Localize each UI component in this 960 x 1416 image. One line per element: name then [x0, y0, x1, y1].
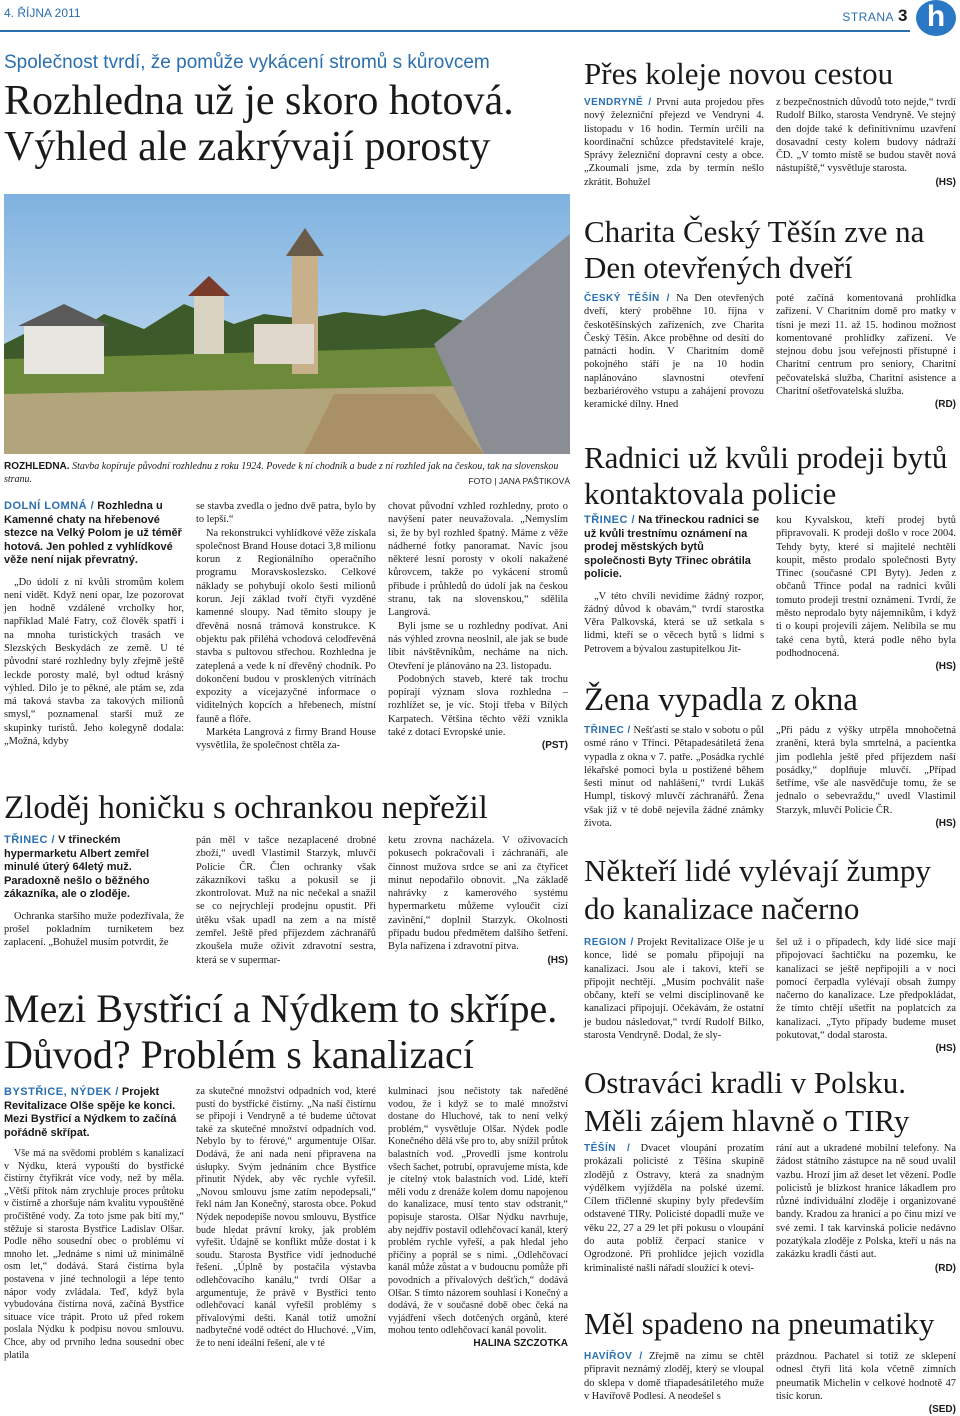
- author-signature: HALINA SZCZOTKA: [473, 1337, 568, 1349]
- article-lead: [4, 834, 184, 902]
- body-text: „V této chvíli nevidíme žádný rozpor, žádný důvod k obavám,“ tvrdí starostka Věra Palkovská, která se už setkala s lidmi, kteří se o věcech bytů s lidmi s Petrovem a bývalou zastupitelkou Jit-: [584, 590, 764, 655]
- lead-place: TŘINEC /: [4, 834, 56, 846]
- body-text: [584, 936, 764, 1042]
- body-text: se stavba zvedla o jedno dvě patra, bylo by to lepší.“: [196, 501, 376, 526]
- zena-col-1: [584, 724, 764, 830]
- kanalizace-col-2: [196, 1086, 376, 1350]
- lead-text: V třineckém hypermarketu Albert zemřel minulé úterý 64letý muž. Paradoxně nešlo o běžného zákazníka, ale o zloděje.: [4, 834, 150, 900]
- article-lead: [584, 514, 764, 582]
- author-signature: (PST): [541, 740, 568, 752]
- article-headline: Rozhledna už je skoro hotová. Výhled ale zakrývají porosty: [4, 78, 514, 170]
- body-text: Ochranka staršího muže podezřívala, že prošel pokladním turniketem bez zaplacení. „Bohužel musím potvrdit, že: [4, 910, 184, 949]
- landscape-image: [4, 194, 570, 454]
- kanalizace-headline-2: Důvod? Problém s kanalizací: [4, 1032, 474, 1077]
- zlodej-col-1: [4, 834, 184, 949]
- radnice-headline: Radnici už kvůli prodeji bytů kontaktovala policie: [584, 440, 948, 511]
- page-header: [0, 0, 960, 36]
- zumpy-col-2: [776, 936, 956, 1056]
- body-text: [584, 724, 764, 830]
- body-text: chovat původní vzhled rozhledny, proto o navýšení pater neuvažovala. „Nemyslím si, že by byl rozhled špatný. Máme z věže nádherné fotky panoramat. Navíc jsou některé lesní porosty v okolí nakažené kůrovcem, takže po vykácení stromů přibude i průhledů do údolí jak na českou stranu, tak na slovenskou,“ sdělila Langrová.: [388, 501, 568, 619]
- ostravaci-headline: Ostraváci kradli v Polsku. Měli zájem hlavně o TIRy: [584, 1065, 910, 1138]
- ostravaci-col-2: [776, 1142, 956, 1275]
- photo-caption: [4, 460, 570, 488]
- article-kanalizace: [4, 986, 572, 1078]
- radnice-col-2: [776, 514, 956, 674]
- rozhledna-col-1: [4, 500, 184, 748]
- article-kicker: Společnost tvrdí, že pomůže vykácení stromů s kůrovcem: [4, 52, 490, 73]
- author-signature: (RD): [934, 399, 956, 411]
- zumpy-headline: Někteří lidé vylévají žumpy do kanalizace načerno: [584, 853, 931, 926]
- caption-text: Stavba kopíruje původní rozhlednu z roku 1924. Povede k ní chodník a bude z ní rozhled jak na českou, tak na slovenskou stranu.: [4, 461, 559, 485]
- lead-place: ČESKÝ TĚŠÍN /: [584, 293, 670, 304]
- body-text: pán měl v tašce nezaplacené drobné zboží,“ uvedl Vlastimil Starzyk, mluvčí Policie ČR. Člen ochranky však zákazníkovi tašku a pokusil se ji zkontrolovat. Muž na nic nečekal a snažil se co nejrychleji prodejnu opustit. Při útěku však upadl na zem a na místě zemřel. Ještě před příjezdem záchranářů zkoušela muže oživit zdravotní sestra, která se v supermar-: [196, 835, 376, 966]
- lead-place: BYSTŘICE, NÝDEK /: [4, 1086, 119, 1098]
- body-text: Vše má na svědomí problém s kanalizací v Nýdku, která vypouští do bystřické čistírny čtyřikrát více vody, než by měla. „Větší přítok nám zrychluje proces průtoku v čistírně a zhoršuje nám kvalitu vypouštěné pročištěné vody. Za toto jsme pak bití my,“ stěžuje si starosta Bystřice Ladislav Olšar. Podle něho sousední obec o problému ví mnoho let. „Jednáme s nimi už minimálně osm let,“ dodává. Stará čistírna byla postavena v jiné technologii a lépe tento nápor vody zvládala. Teď, když byla vybudována čistírna nová, začíná Bystřice situace více trápit. Proto už před rokem poslala Nýdku k podpisu novou smlouvu. Chce, aby od prvního ledna sousední obec platila: [4, 1148, 184, 1361]
- lead-place: REGION /: [584, 937, 634, 948]
- author-signature: (RD): [934, 1262, 956, 1274]
- kanalizace-headline-1: Mezi Bystřicí a Nýdkem to skřípe.: [4, 986, 558, 1031]
- author-signature: (HS): [935, 818, 956, 830]
- lead-text: První auta projedou přes nový železniční přejezd ve Vendryni 4. listopadu v 16 hodin. Termín určili na koordinační schůzce představitelé kraje, Správy železniční dopravní cesty a obce. „Zkoumali jsme, zda by termín nešlo zkrátit. Bohužel: [584, 97, 764, 188]
- body-text: poté začíná komentovaná prohlídka zařízení. V Charitním domě pro matky v tísni je mezi 11. až 15. hodinou možnost komentované prohlídky zařízení. Ve stejnou dobu jsou veřejnosti přístupné i Charitní centrum pro seniory, Charitní pečovatelská služba, Charitní asistence a Charitní ošetřovatelská služba.: [776, 293, 956, 398]
- zena-headline: Žena vypadla z okna: [584, 682, 858, 718]
- zlodej-col-2: [196, 834, 376, 967]
- article-rozhledna: [4, 52, 572, 170]
- charita-col-2: [776, 292, 956, 412]
- body-text: kou Kyvalskou, kteří prodej bytů připravovali. K prodeji došlo v roce 2004. Tehdy byty, které si majitelé nechtěli koupit, město prodalo společnosti Byty Třinec (současné CPI Byty). Jeden z občanů Třince podal na radnici kvůli tomuto prodeji trestní oznámení. Tvrdí, že město neprodalo byty nájemníkům, i když ti o koupi projevili zájem. Nelíbila se mu také cena bytů, která podle něho byla podhodnocená.: [776, 515, 956, 659]
- article-lead: [4, 500, 184, 568]
- zlodej-col-3: [388, 834, 568, 967]
- lead-text: Projekt Revitalizace Olše spěje ke konci. Mezi Bystřicí a Nýdkem to začíná pořádně skřípat.: [4, 1086, 177, 1139]
- author-signature: (HS): [935, 661, 956, 673]
- lead-text: Na třineckou radnici se už kvůli trestnímu oznámení na prodej městských bytů společnosti Byty Třinec obrátila policie.: [584, 514, 760, 580]
- body-text: Byli jsme se u rozhledny podívat. Ani nás výhled zrovna neoslnil, ale jak se bude líbit návštěvníkům, necháme na nich. Otevření je plánováno na 23. listopadu.: [388, 620, 568, 672]
- lead-place: TŘINEC /: [584, 725, 631, 736]
- page-number: 3: [898, 6, 908, 25]
- lead-text: Nešťastí se stalo v sobotu o půl osmé ráno v Třinci. Pětapadesátiletá žena vypadla z okna v 7. patře. „Posádka rychlé lékařské pomoci byla u postižené během šesti minut od nahlášení,“ tvrdí Lukáš Humpl, tiskový mluvčí záchranářů. Žena však již v té době nejevila žádné známky života.: [584, 725, 764, 830]
- kanalizace-col-1: [4, 1086, 184, 1362]
- body-text: z bezpečnostních důvodů toto nejde,“ tvrdí Rudolf Bilko, starosta Vendryně. Ve stejný den dojde také k definitivnímu uzavření dosavadní cesty kolem budovy nádraží ČD. „V tomto místě se budou stavět nová nástupiště,“ vysvětluje starosta.: [776, 97, 956, 175]
- publication-logo: h: [916, 0, 956, 36]
- lead-text: Dvacet vloupání prozatím prokázali policisté z Těšína skupině zlodějů z Ostravy, která za snadným výdělkem vyjížděla na polské území. Cílem třičlenné skupiny byly především odstavené TIRy. Policisté dopadli muže ve věku 22, 27 a 29 let při pokusu o vloupání do auta poblíž čerpací stanice v Ogrodzoné. Při prohlídce jejich vozidla kriminalisté našli nářadí sloužící k otevi-: [584, 1143, 764, 1274]
- caption-label: ROZHLEDNA.: [4, 461, 70, 472]
- body-text: Markéta Langrová z firmy Brand House vysvětlila, že společnost chtěla za-: [196, 727, 376, 752]
- body-text: rání aut a ukradené mobilní telefony. Na žádost státního zástupce na ně soud uvalil vazbu. Hrozí jim až deset let vězení. Podle policistů je blízkost hranice lákadlem pro různé individuální zloděje i organizované bandy. Kradou za hranicí a po činu mizí ve své zemi. I tak karvinská policie nedávno pozatýkala zloděje z Polska, kteří u nás na zakázku kradli části aut.: [776, 1143, 956, 1261]
- pneumatiky-headline: Měl spadeno na pneumatiky: [584, 1306, 935, 1341]
- body-text: šel už i o případech, kdy lidé sice mají připojovací šachtičku na pozemku, ke kanalizaci se ještě nepřipojili a v noci pomocí čerpadla vylévají obsah žumpy načerno do kanalizace. Lze předpokládat, že tímto chtějí ušetřit na poplatcích za kanalizaci. „Tyto případy budeme muset pokutovat,“ dodal starosta.: [776, 937, 956, 1042]
- body-text: [584, 96, 764, 189]
- body-text: [584, 1142, 764, 1275]
- lead-text: Zřejmě na zimu se chtěl připravit neznámý zloděj, který se vloupal do sklepa v domě třiapadesátiletého muže v Havířově Podlesí. A neodešel s: [584, 1351, 764, 1402]
- prejezd-col-1: [584, 96, 764, 189]
- body-text: „Do údolí z ní kvůli stromům kolem není vidět. Když není opar, lze pozorovat jen hodně vzdálené vrcholky hor, například Malé Fatry, což člověk spatří i na mnoha turistických trasách ve Slezských Beskydách ze země. U té původní staré rozhledny byly zřejmě ještě leckde porosty malé, byl odtud krásný výhled. Dilo je to pěkné, ale ptám se, zda má taková stavba za takových milionů smysl,“ poznamenal starší muž ze skupinky turistů. Jeho kolegyně dodala: „Možná, kdyby: [4, 576, 184, 748]
- ostravaci-col-1: [584, 1142, 764, 1275]
- body-text: [584, 292, 764, 412]
- body-text: ketu zrovna nacházela. V oživovacích pokusech pokračovali i záchranáři, ale činnost mužova srdce se ani za čtyřicet minut nepodařilo obnovit. „Na základě nahrávky z kamerového systému hypermarketu můžeme vyloučit cizí zavinění,“ doplnil Starzyk. Okolnosti případu budou předmětem dalšího šetření. Byla nařízena i zdravotní pitva.: [388, 835, 568, 953]
- author-signature: (SED): [928, 1404, 956, 1416]
- lead-text: Na Den otevřených dveří, který proběhne 10. října v českotěšínských zařízeních, zve Charita Český Těšín. Akce proběhne od desíti do patnácti hodin. V Charitním domě pokojného stáří je na 10 hodin naplánováno slavnostní otevření bezbariérového vstupu a zahájení provozu keramické dílny. Hned: [584, 293, 764, 411]
- body-text: [584, 1350, 764, 1403]
- zlodej-headline: Zloděj honičku s ochrankou nepřežil: [4, 790, 488, 826]
- prejezd-col-2: [776, 96, 956, 189]
- charita-headline: Charita Český Těšín zve na Den otevřených dveří: [584, 214, 925, 285]
- issue-date: 4. ŘÍJNA 2011: [4, 6, 81, 20]
- lead-text: Projekt Revitalizace Olše je u konce, lidé se pomalu připojují na kanalizaci. Jsou ale i takoví, kteří se připojit nechtějí. „Musím pochválit naše občany, kteří se velmi disciplinovaně ke kanalizaci připojují. Očekávám, že ostatní je budou následovat,“ tvrdí Rudolf Bilko, starosta Vendryně. Dodal, že sly-: [584, 937, 764, 1042]
- body-text: prázdnou. Pachatel si totiž ze sklepení odnesl čtyři litá kola včetně zimních pneumatik Michelin v celkové hodnotě 47 tisíc korun.: [776, 1351, 956, 1402]
- rozhledna-col-3: [388, 500, 568, 753]
- author-signature: (HS): [935, 176, 956, 188]
- zumpy-col-1: [584, 936, 764, 1042]
- kanalizace-col-3: [388, 1086, 568, 1350]
- article-lead: [4, 1086, 184, 1140]
- lead-text: Rozhledna u Kamenné chaty na hřebenové stezce na Velký Polom je už téměř hotová. Jen pohled z vyhlídkové věže není nijak převratný.: [4, 500, 182, 566]
- pneumatiky-col-2: [776, 1350, 956, 1416]
- radnice-col-1: [584, 514, 764, 656]
- rozhledna-col-2: [196, 500, 376, 753]
- lead-place: HAVÍŘOV /: [584, 1351, 643, 1362]
- lead-place: DOLNÍ LOMNÁ /: [4, 500, 95, 512]
- page-label: STRANA: [842, 10, 895, 24]
- body-text: „Při pádu z výšky utrpěla mnohočetná zranění, která byla smrtelná, a pacientka jim podlehla ještě před příjezdem naší posádky,“ doplňuje mluvčí. „Případ šetříme, vše ale nasvědčuje tomu, že se jednalo o sebevraždu,“ uvedl Vlastimil Starzyk, mluvčí Policie ČR.: [776, 725, 956, 816]
- zena-col-2: [776, 724, 956, 830]
- body-text: kulminaci jsou nečistoty tak naředěné vodou, že i když se to malé množství dostane do Hluchové, tak to není velký problém,“ vysvětluje Olšar. Nýdek podle Konečného dělá vše pro to, aby snížil průtok balastních vod. „Provedli jsme kontrolu všech šachet, potrubí, opravujeme místa, kde je cítelný vtok balastních vod. Lidé, kteří měli vodu z drenáže kolem domu napojenou do kanalizace, musí tento stav odstranit,“ popisuje starosta. Olšar Nýdku navrhuje, aby nejdřív postavil odlehčovací kanál, který problém rychle vyřeší, a pak hledal jeho příčiny a poprál se s nimi. „Odlehčovací kanál může zůstat a v budoucnu pomůže při povodních a přívalových dešťích,“ dodává Olšar. S tímto názorem souhlasí i Konečný a dodává, že v současné době obec čeká na vyjádření všech dotčených orgánů, které mohou tento odlehčovací kanál povolit.: [388, 1086, 568, 1337]
- lead-place: TĚŠÍN /: [584, 1143, 631, 1154]
- lead-place: TŘINEC /: [584, 514, 636, 526]
- charita-col-1: [584, 292, 764, 412]
- prejezd-headline: Přes koleje novou cestou: [584, 56, 894, 91]
- lead-place: VENDRYNĚ /: [584, 97, 652, 108]
- pneumatiky-col-1: [584, 1350, 764, 1403]
- rozhledna-photo: [4, 194, 570, 454]
- header-rule: [0, 30, 910, 32]
- body-text: za skutečné množství odpadních vod, které pustí do bystřické čistírny. „Na naší čistírnu se připojí i Vendryně a té budeme účtovat také za skutečné množství odpadních vod. Nebylo by to férové,“ argumentuje Olšar. Dodává, že ani nada není připravena na úsłupky. Svým jednáním chce Bystřice přinutit Nýdek, aby věc rychle vyřešil. „Novou smlouvu jsme zatím nepodepsali,“ řekl nám Jan Konečný, starosta obce. Pokud Nýdek nepodepíše novou smlouvu, Bystřice bude hledat právní kroky, jak problém vyřešit. Údajně se konflikt může dostat i k soudu. Starosta Bystřice vidí jednoduché řešení. „Úplně by postačila výstavba odlehčovacího kanálu,“ tvrdí Olšar a argumentuje, že právě v Bystřici tento odlehčovací kanál vyřešil problémy s přívalovými dešti. Kanál totiž umožní nadbytečné vodě odtéct do Hluchové. „Vím, že to není ideální řešení, ale v té: [196, 1086, 376, 1349]
- photo-credit: FOTO | JANA PAŠTIKOVÁ: [468, 476, 570, 486]
- body-text: Na rekonstrukci vyhlídkové věže získala společnost Brand House dotaci 3,8 milionu korun z Regionálního operačního programu Moravskoslezsko. Celkové náklady se pohybují okolo šesti milionů korun. Její základ tvoří čtyři vyzděné kamenné sloupy. Nad těmito sloupy je dřevěná nosná trámová konstrukce. K objektu pak přiléhá vchodová celodřevěná stavba s pultovou střechou. Rozhledna je zateplená a vede k ní dřevěný chodník. Po dokončení budou v prosklených vitrínách expozity a vícejazyčné informace o viditelných kopcích a hřebenech, místní fauně a flóře.: [196, 527, 376, 725]
- author-signature: (HS): [547, 954, 568, 966]
- page-indicator: [842, 6, 908, 26]
- author-signature: (HS): [935, 1043, 956, 1055]
- body-text: Podobných staveb, které tak trochu popírají význam slova rozhledna – rozhlížet se, je víc. Stojí třeba v Bílých Karpatech. Většina těchto věží vznikla také z dotací Evropské unie.: [388, 673, 568, 739]
